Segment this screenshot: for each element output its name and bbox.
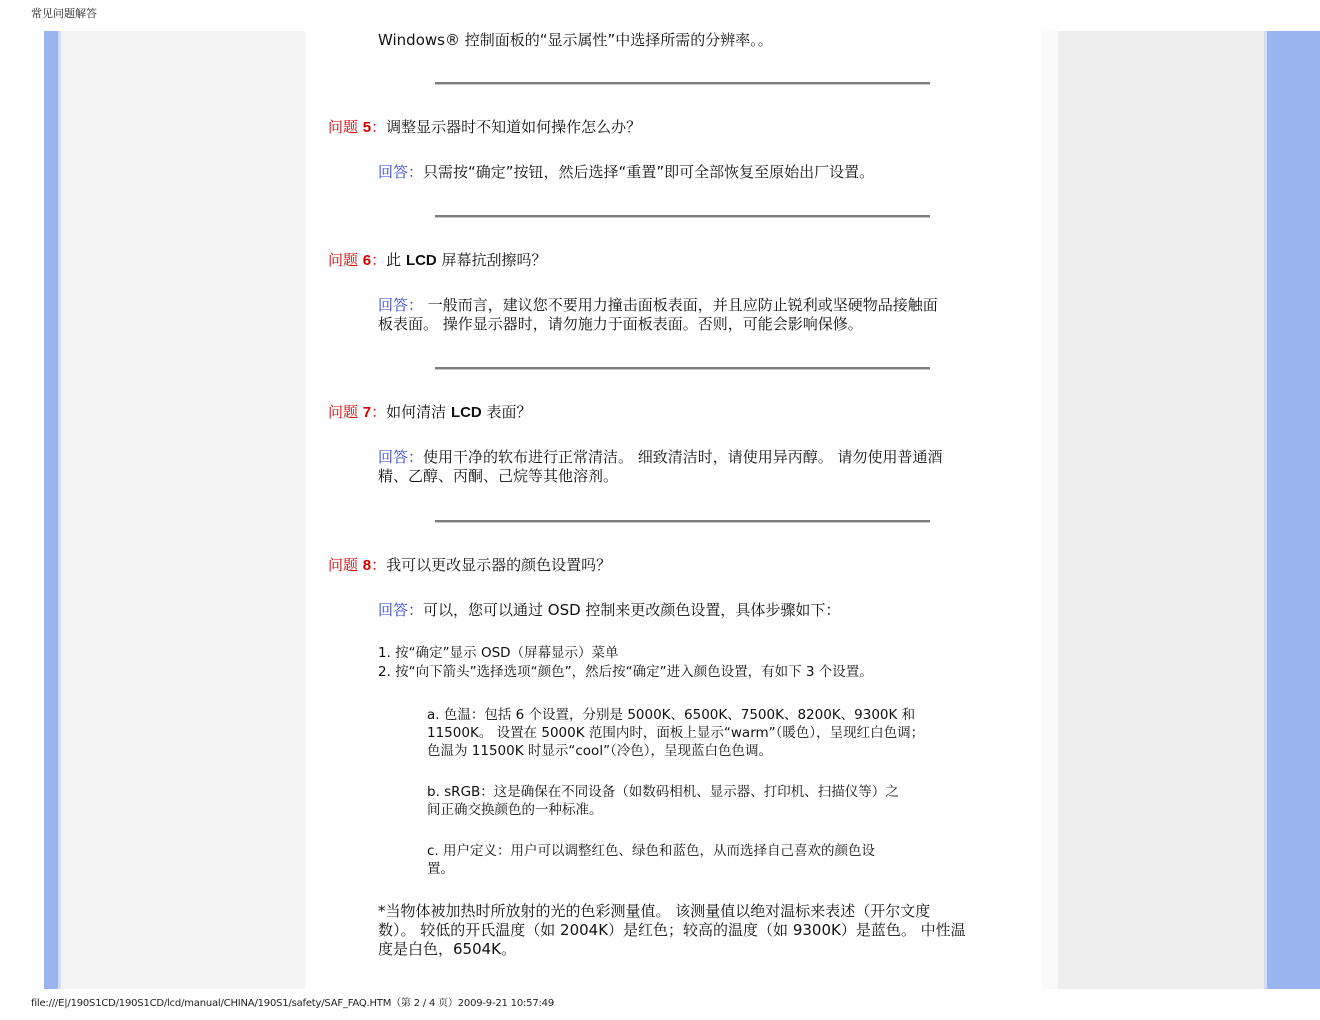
content-gap [1042, 31, 1058, 989]
question-6: 问题 6：此 LCD 屏幕抗刮擦吗？ [328, 251, 547, 269]
answer-8-text: 可以，您可以通过 OSD 控制来更改颜色设置，具体步骤如下： [423, 601, 841, 619]
sub-item-c-line-1: c. 用户定义：用户可以调整红色、绿色和蓝色，从而选择自己喜欢的颜色设 [427, 843, 876, 859]
question-5 [328, 118, 641, 137]
sub-item-c-line-2: 置。 [427, 861, 454, 877]
sub-item-a-line-2: 11500K。 设置在 5000K 范围内时，面板上显示“warm”（暖色），呈现红白色调； [427, 725, 925, 741]
answer-5-text: 只需按“确定”按钮，然后选择“重置”即可全部恢复至原始出厂设置。 [423, 163, 875, 181]
separator-rule [435, 520, 930, 523]
note-line-2: 数）。 较低的开氏温度（如 2004K）是红色；较高的温度（如 9300K）是蓝色。 中性温 [378, 921, 966, 939]
step-2: 2. 按“向下箭头”选择选项“颜色”，然后按“确定”进入颜色设置，有如下 3 个设置。 [378, 664, 873, 680]
answer-6-line-2: 板表面。 操作显示器时，请勿施力于面板表面。否则，可能会影响保修。 [378, 315, 863, 333]
question-label: 问题 8： [328, 556, 387, 574]
question-8 [328, 556, 611, 575]
answer-7-line-1: 回答：使用干净的软布进行正常清洁。 细致清洁时，请使用异丙醇。 请勿使用普通酒 [378, 448, 943, 466]
separator-rule [435, 367, 930, 370]
separator-rule [435, 215, 930, 218]
answer-label: 回答： [378, 448, 424, 466]
answer-6-line-1: 回答： 一般而言，建议您不要用力撞击面板表面，并且应防止锐利或坚硬物品接触面 [378, 296, 938, 314]
page-header-title: 常见问题解答 [31, 7, 97, 20]
question-label: 问题 5： [328, 118, 387, 136]
question-8-text: 我可以更改显示器的颜色设置吗？ [386, 556, 612, 574]
answer-label: 回答： [378, 163, 424, 181]
left-side-bar-edge [58, 31, 61, 989]
question-label: 问题 6： [328, 251, 387, 269]
note-line-1: *当物体被加热时所放射的光的色彩测量值。 该测量值以绝对温标来表述（开尔文度 [378, 902, 931, 920]
sub-item-b-line-2: 间正确交换颜色的一种标准。 [427, 802, 603, 818]
page-footer-path: file:///E|/190S1CD/190S1CD/lcd/manual/CHINA/190S1/safety/SAF_FAQ.HTM（第 2 / 4 页）2009-9-21 10:57:49 [31, 998, 554, 1009]
right-shade-panel [1058, 31, 1264, 989]
sub-item-a-line-1: a. 色温：包括 6 个设置，分别是 5000K、6500K、7500K、8200K、9300K 和 [427, 707, 916, 723]
question-label: 问题 7： [328, 403, 387, 421]
sub-item-a-line-3: 色温为 11500K 时显示“cool”（冷色），呈现蓝白色色调。 [427, 743, 773, 759]
answer-8 [378, 601, 840, 620]
question-7: 问题 7：如何清洁 LCD 表面？ [328, 403, 532, 421]
answer-label: 回答： [378, 296, 424, 314]
sub-item-b-line-1: b. sRGB：这是确保在不同设备（如数码相机、显示器、打印机、扫描仪等）之 [427, 784, 899, 800]
left-side-bar [44, 31, 58, 989]
intro-text: Windows® 控制面板的“显示属性”中选择所需的分辨率。。 [378, 31, 773, 49]
question-5-text: 调整显示器时不知道如何操作怎么办？ [386, 118, 642, 136]
step-1: 1. 按“确定”显示 OSD（屏幕显示）菜单 [378, 645, 619, 661]
separator-rule [435, 82, 930, 85]
answer-5 [378, 163, 874, 182]
right-side-bar [1267, 31, 1320, 989]
answer-7-line-2: 精、乙醇、丙酮、己烷等其他溶剂。 [378, 467, 619, 485]
answer-label: 回答： [378, 601, 424, 619]
note-line-3: 度是白色，6504K。 [378, 940, 517, 958]
